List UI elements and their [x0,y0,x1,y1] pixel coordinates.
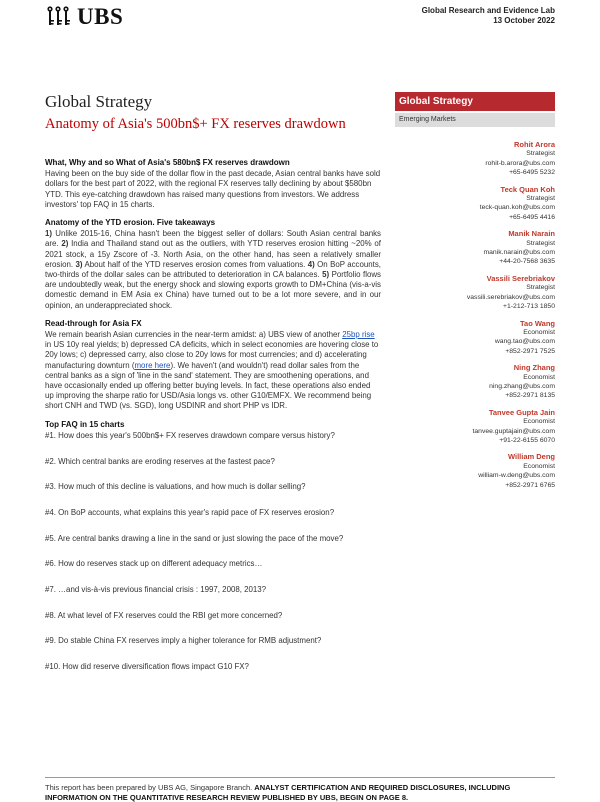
contact-phone: +65-6495 4416 [509,213,555,221]
readthrough-text: in US 10y real yields; b) depressed CA deficits, which in select economies are hovering close to 20y lows; c) depressed carry, also close to 20y lows for most currencies; and d) accelerating manufacturing downturn ( [45,340,379,370]
readthrough-text: We remain bearish Asian currencies in the near-term amidst: a) UBS view of another [45,330,343,340]
faq-item: #6. How do reserves stack up on different adequacy metrics… [45,559,263,569]
takeaway-text: On BoP accounts, two-thirds of the dollar sales can be attributed to deterioration in CA balances. [45,259,381,280]
contact-email[interactable]: wang.tao@ubs.com [494,338,555,346]
contact-role: Strategist [526,239,555,247]
logo-text: UBS [77,4,124,29]
faq-item: #3. How much of this decline is valuations, and how much is dollar selling? [45,482,306,492]
contact-name: Tao Wang [520,318,555,328]
sidebar [395,92,555,497]
contact-email[interactable]: teck-quan.koh@ubs.com [479,204,555,212]
footer-disclosure: ANALYST CERTIFICATION AND REQUIRED DISCLOSURES, INCLUDING INFORMATION ON THE QUANTITATIVE RESEARCH REVIEW PUBLISHED BY UBS, BEGIN ON PAGE 8. [45,783,511,802]
intro-paragraph: Having been on the buy side of the dollar flow in the past decade, Asian central banks have sold dollars for the best part of 2022, with the regional FX reserves tally declining by about $580bn YTD. This eye-catching drawdown has raised many questions from investors. We address investors' top FAQ in 15 charts. [45,169,381,209]
contact-role: Economist [523,462,555,470]
takeaway-text: Unlike 2015-16, China hasn't been the biggest seller of dollars: South Asian central banks are. [45,229,381,249]
contact-role: Economist [523,328,555,336]
contact-name: Rohit Arora [514,140,555,149]
contact-phone: +852-2971 6765 [505,481,555,489]
readthrough-text: ). We haven't (and wouldn't) read dollar sales from the central banks as a sign of 'line in the sand' statement. They are smoothening operations, and have occasionally ended up offering better buying levels. In fact, these operations also ended up improving the sharpe ratio for USD/Asia longs vs. other G10/EMFX. We recommend being short CNH and TWD (vs. SGD), long USDINR and short PHP vs IDR. [45,360,372,411]
contact-card [395,363,555,401]
faq-item: #10. How did reserve diversification flows impact G10 FX? [45,662,249,672]
faq-item: #1. How does this year's 500bn$+ FX reserves drawdown compare versus history? [45,430,335,440]
faq-item: #8. At what level of FX reserves could the RBI get more concerned? [45,610,283,620]
takeaway-number: 5) [322,270,330,280]
takeaway-text: Portfolio flows are undoubtedly weak, but the energy shock and slowing exports growth to DM+China (vis-a-vis domestic demand in EM Asia ex China) have turned out to be a lot more severe, and in our opinion, an underappreciated shock. [45,270,382,310]
takeaway-text: India and Thailand stand out as the outliers, with YTD reserves erosion hitting ~20% of 2021 stock, a 15y Zscore of -3. North Asia, on the other hand, has seen a relatively smaller erosion. [45,239,381,269]
contact-card [395,229,555,267]
faq-item: #9. Do stable China FX reserves imply a higher tolerance for RMB adjustment? [45,636,322,646]
contact-phone: +44-20-7568 3635 [499,258,555,266]
contact-card [395,408,555,446]
contact-name: William Deng [507,452,555,462]
contact-phone: +852-2971 7525 [505,347,555,355]
intro-heading: What, Why and so What of Asia's 580bn$ FX reserves drawdown [45,158,290,167]
anatomy-heading: Anatomy of the YTD erosion. Five takeaways [45,218,216,228]
faq-item: #5. Are central banks drawing a line in the sand or just slowing the pace of the move? [45,533,344,543]
footer-disclaimer [45,783,555,802]
contact-phone: +91-22-6155 6070 [499,436,555,444]
org-name: Global Research and Evidence Lab [421,6,555,15]
contact-role: Economist [523,373,555,381]
contact-card [395,274,555,312]
contact-role: Strategist [526,195,555,203]
page-title: Global Strategy [45,92,153,111]
contact-email[interactable]: ning.zhang@ubs.com [489,382,555,390]
takeaway-number: 1) [45,229,53,239]
contact-email[interactable]: vassili.serebriakov@ubs.com [466,293,555,301]
contact-email[interactable]: tanvee.guptajain@ubs.com [472,427,555,435]
takeaway-number: 4) [307,259,315,269]
contact-name: Teck Quan Koh [500,184,555,194]
contact-email[interactable]: manik.narain@ubs.com [483,249,555,257]
contact-name: Tanvee Gupta Jain [488,407,555,417]
faq-title: Top FAQ in 15 charts [45,419,125,429]
more-here-link[interactable]: more here [134,360,171,370]
contact-card [395,452,555,490]
faq-item: #4. On BoP accounts, what explains this year's rapid pace of FX reserves erosion? [45,507,335,517]
contact-phone: +65-6495 5232 [509,169,555,177]
contact-name: Vassili Serebriakov [486,273,555,283]
footer-divider [45,777,555,778]
contact-role: Economist [523,418,555,426]
ubs-logo [45,4,123,30]
sidebar-subtitle: Emerging Markets [395,113,555,127]
report-date: 13 October 2022 [493,16,555,25]
contact-email[interactable]: rohit-b.arora@ubs.com [485,159,555,167]
contact-name: Manik Narain [508,229,555,239]
ubs-keys-icon [45,5,71,29]
contact-role: Strategist [526,150,555,158]
takeaway-number: 3) [75,259,83,269]
contact-email[interactable]: william-w.deng@ubs.com [478,472,555,480]
page-subtitle: Anatomy of Asia's 500bn$+ FX reserves drawdown [45,116,346,132]
faq-item: #7. …and vis-à-vis previous financial crisis : 1997, 2008, 2013? [45,585,267,594]
contact-phone: +852-2971 8135 [505,392,555,400]
contact-card [395,185,555,223]
contact-name: Ning Zhang [513,363,555,373]
sidebar-title: Global Strategy [395,92,555,111]
rise-link[interactable]: 25bp rise [342,330,375,340]
contact-list [395,140,555,490]
contact-card [395,140,555,178]
takeaway-number: 2) [61,239,69,249]
contact-card [395,319,555,357]
anatomy-paragraph [45,229,381,311]
main-content [45,158,381,688]
faq-item: #2. Which central banks are eroding reserves at the fastest pace? [45,456,275,466]
contact-role: Strategist [526,284,555,292]
readthrough-paragraph [45,330,381,412]
footer-text: This report has been prepared by UBS AG, Singapore Branch. [45,783,255,792]
contact-phone: +1-212-713 1850 [503,303,555,311]
takeaway-text: About half of the YTD reserves erosion comes from valuations. [82,259,308,269]
header-info [422,6,555,26]
readthrough-heading: Read-through for Asia FX [45,318,142,328]
